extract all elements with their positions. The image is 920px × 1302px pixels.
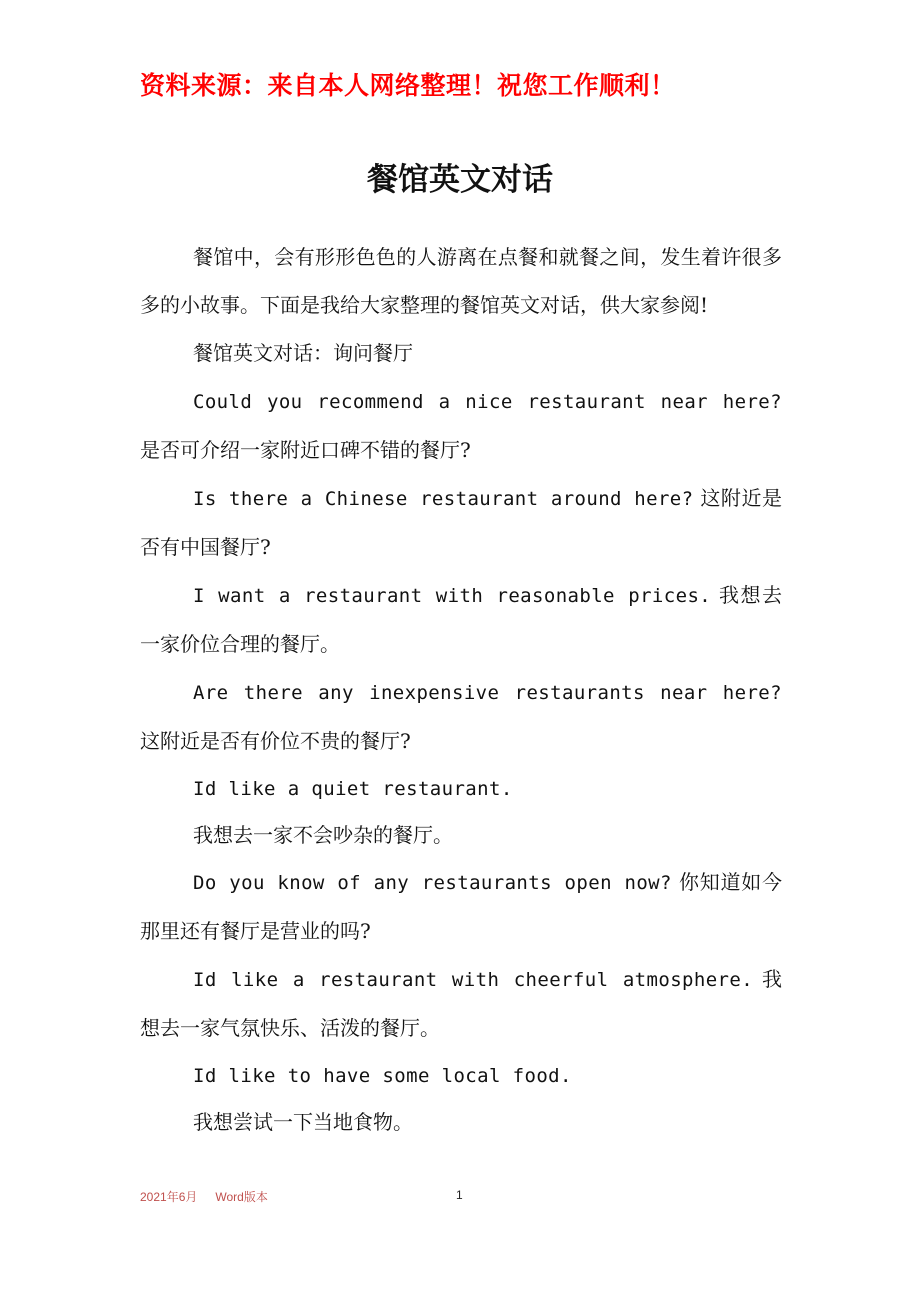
dialogue-paragraph: [140, 668, 782, 765]
paragraph-text: 餐馆英文对话：询问餐厅: [193, 341, 413, 365]
dialogue-paragraph: [140, 765, 782, 812]
footer-version: Word版本: [215, 1190, 268, 1204]
chinese-translation: 我想尝试一下当地食物。: [193, 1110, 413, 1134]
english-sentence: Id like a quiet restaurant.: [193, 778, 513, 800]
dialogue-paragraph: [140, 474, 782, 571]
dialogue-paragraph: [140, 1099, 782, 1145]
document-body: [140, 233, 782, 1145]
page-footer: [140, 1188, 268, 1205]
dialogue-paragraph: [140, 571, 782, 668]
english-sentence: Is there a Chinese restaurant around here?: [193, 488, 694, 510]
dialogue-paragraph: [140, 377, 782, 474]
english-sentence: I want a restaurant with reasonable prices.: [193, 585, 712, 607]
chinese-translation: 这附近是否有价位不贵的餐厅?: [140, 729, 411, 753]
chinese-translation: 这附近是否有中国餐厅?: [140, 486, 782, 559]
english-sentence: Id like to have some local food.: [193, 1065, 572, 1087]
english-sentence: Are there any inexpensive restaurants near here?: [193, 682, 782, 704]
chinese-translation: 我想去一家价位合理的餐厅。: [140, 583, 783, 656]
dialogue-paragraph: [140, 812, 782, 858]
dialogue-paragraph: [140, 858, 782, 955]
footer-date: 2021年6月: [140, 1190, 198, 1204]
chinese-translation: 是否可介绍一家附近口碑不错的餐厅?: [140, 438, 471, 462]
english-sentence: Do you know of any restaurants open now?: [193, 872, 672, 894]
intro-paragraph: [140, 233, 782, 329]
english-sentence: Id like a restaurant with cheerful atmosphere.: [193, 969, 754, 991]
dialogue-paragraph: [140, 1052, 782, 1099]
chinese-translation: 我想去一家不会吵杂的餐厅。: [193, 823, 453, 847]
chinese-translation: 你知道如今那里还有餐厅是营业的吗?: [140, 870, 782, 943]
page-number: 1: [456, 1188, 463, 1202]
section-heading: [140, 329, 782, 377]
dialogue-paragraph: [140, 955, 782, 1052]
chinese-translation: 我想去一家气氛快乐、活泼的餐厅。: [140, 967, 782, 1040]
english-sentence: Could you recommend a nice restaurant near here?: [193, 391, 782, 413]
paragraph-text: 餐馆中，会有形形色色的人游离在点餐和就餐之间，发生着许很多多的小故事。下面是我给大家整理的餐馆英文对话，供大家参阅!: [140, 245, 782, 317]
page-title: 餐馆英文对话: [367, 162, 553, 198]
source-note: 资料来源：来自本人网络整理！祝您工作顺利！: [140, 71, 676, 100]
